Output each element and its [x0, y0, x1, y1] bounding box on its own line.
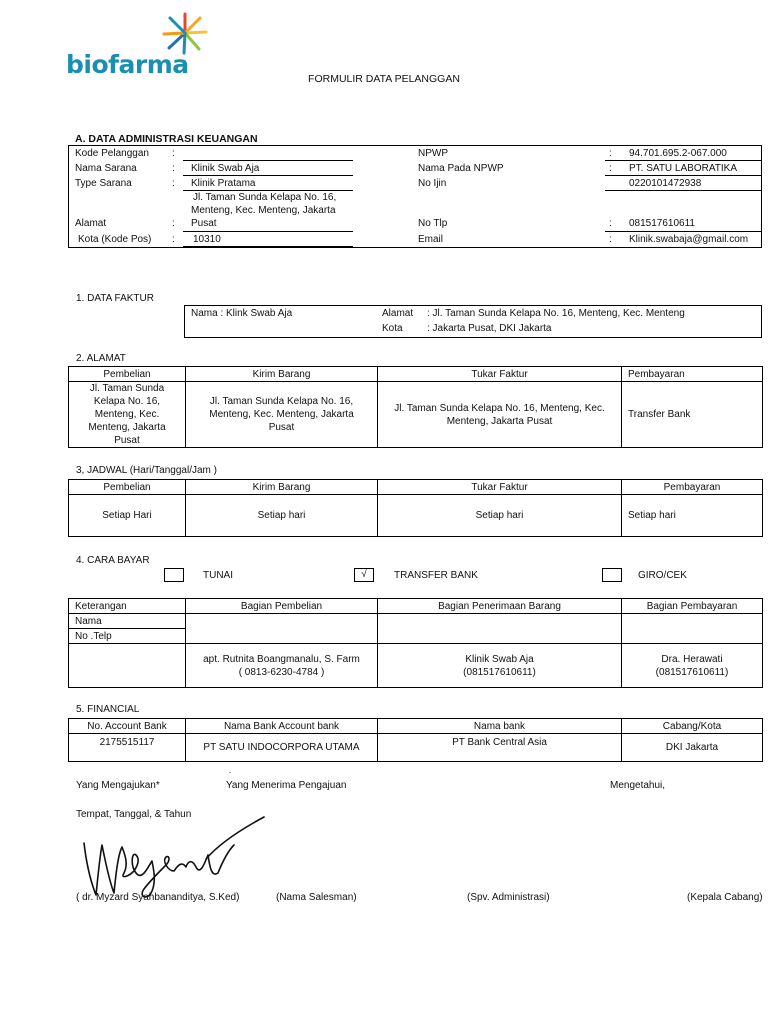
type-sarana-value: Klinik Pratama	[191, 178, 256, 189]
tunai-label: TUNAI	[203, 570, 233, 581]
colon: :	[172, 163, 175, 174]
row-label-telp: No .Telp	[69, 629, 186, 644]
npwp-label: NPWP	[418, 148, 448, 159]
colon: :	[172, 148, 175, 159]
alamat-tukar	[378, 382, 622, 448]
header-kirim-barang: Kirim Barang	[186, 367, 378, 382]
jadwal-table	[68, 479, 763, 537]
alamat-label: Alamat	[75, 218, 107, 229]
page-title: FORMULIR DATA PELANGGAN	[308, 73, 460, 85]
financial-heading: 5. FINANCIAL	[76, 704, 140, 715]
giro-cek-checkbox[interactable]	[602, 568, 622, 582]
alamat-pembayaran: Transfer Bank	[622, 382, 763, 448]
text-line: Jl. Taman Sunda Kelapa No. 16, Menteng, Kec.	[394, 402, 605, 414]
header-pembelian: Pembelian	[69, 480, 186, 495]
tempat-tanggal: Tempat, Tanggal, & Tahun	[76, 809, 192, 820]
logo-text: biofarma	[66, 50, 189, 79]
email-label: Email	[418, 234, 444, 245]
ijin-label: No Ijin	[418, 178, 447, 189]
text-line: Pusat	[268, 422, 295, 433]
text-line: Menteng, Kec.	[94, 409, 160, 420]
colon: :	[609, 148, 612, 159]
kota-value: 10310	[193, 234, 221, 245]
kode-label: Kode Pelanggan	[75, 148, 149, 159]
signature-spv: (Spv. Administrasi)	[467, 892, 550, 903]
faktur-alamat-value: : Jl. Taman Sunda Kelapa No. 16, Menteng, Kec. Menteng	[427, 308, 685, 319]
faktur-kota-value: : Jakarta Pusat, DKI Jakarta	[427, 323, 552, 334]
alamat-kirim	[186, 382, 378, 448]
contact-phone: (081517610611)	[655, 666, 729, 678]
nama-sarana-value: Klinik Swab Aja	[191, 163, 260, 174]
alamat-line-2: Menteng, Kec. Menteng, Jakarta	[191, 205, 336, 216]
contact-phone: (081517610611)	[463, 666, 536, 678]
empty-cell	[69, 644, 186, 688]
jadwal-pembelian: Setiap Hari	[69, 495, 186, 537]
ijin-value: 0220101472938	[629, 178, 702, 189]
kontak-table	[68, 598, 763, 688]
colon: :	[609, 218, 612, 229]
header-pembelian: Pembelian	[69, 367, 186, 382]
signature-applicant: ( dr. Myzard Syahbananditya, S.Ked)	[76, 892, 240, 903]
colon: :	[609, 163, 612, 174]
kontak-pembayaran	[622, 644, 763, 688]
giro-cek-label: GIRO/CEK	[638, 570, 687, 581]
section-a-heading: A. DATA ADMINISTRASI KEUANGAN	[75, 133, 258, 145]
yang-mengajukan: Yang Mengajukan*	[76, 780, 160, 791]
jadwal-heading: 3, JADWAL (Hari/Tanggal/Jam )	[76, 465, 217, 476]
faktur-kota-label: Kota	[382, 323, 403, 334]
contact-name: Dra. Herawati	[661, 653, 723, 665]
tlp-label: No Tlp	[418, 218, 448, 229]
npwp-value: 94.701.695.2-067.000	[629, 148, 727, 159]
alamat-heading: 2. ALAMAT	[76, 353, 126, 364]
kontak-pembelian	[186, 644, 378, 688]
faktur-alamat-label: Alamat	[382, 308, 414, 319]
header-bagian-penerimaan: Bagian Penerimaan Barang	[378, 599, 622, 614]
text-line: Menteng, Jakarta	[88, 422, 166, 433]
email-value: Klinik.swabaja@gmail.com	[629, 234, 749, 245]
bank-name: PT Bank Central Asia	[378, 734, 622, 762]
colon: :	[609, 234, 612, 245]
tlp-value: 081517610611	[629, 218, 695, 229]
type-sarana-label: Type Sarana	[75, 178, 132, 189]
transfer-bank-label: TRANSFER BANK	[394, 570, 478, 581]
faktur-heading: 1. DATA FAKTUR	[76, 293, 154, 304]
alamat-table	[68, 366, 763, 448]
nama-sarana-label: Nama Sarana	[75, 163, 137, 174]
empty-cell	[378, 614, 622, 644]
financial-table	[68, 718, 763, 762]
text-line: Kelapa No. 16,	[93, 396, 161, 407]
header-nama-bank: Nama bank	[378, 719, 622, 734]
branch-city: DKI Jakarta	[622, 734, 763, 762]
header-bagian-pembelian: Bagian Pembelian	[186, 599, 378, 614]
text-line: Jl. Taman Sunda Kelapa No. 16,	[209, 396, 354, 407]
alamat-line-1: Jl. Taman Sunda Kelapa No. 16,	[193, 192, 337, 203]
signature-kepala-cabang: (Kepala Cabang)	[687, 892, 763, 903]
account-number: 2175515117	[69, 734, 186, 762]
transfer-bank-checkbox[interactable]: √	[354, 568, 374, 582]
contact-phone: ( 0813-6230-4784 )	[238, 666, 325, 678]
header-kirim-barang: Kirim Barang	[186, 480, 378, 495]
mengetahui: Mengetahui,	[610, 780, 666, 791]
nama-npwp-value: PT. SATU LABORATIKA	[629, 163, 737, 174]
header-pembayaran: Pembayaran	[622, 480, 763, 495]
row-label-nama: Nama	[69, 614, 186, 629]
empty-cell	[186, 614, 378, 644]
contact-name: Klinik Swab Aja	[465, 653, 534, 665]
dot: .	[229, 766, 232, 775]
nama-npwp-label: Nama Pada NPWP	[418, 163, 504, 174]
header-tukar-faktur: Tukar Faktur	[378, 480, 622, 495]
alamat-pembelian	[69, 382, 186, 448]
text-line: Menteng, Kec. Menteng, Jakarta	[209, 409, 354, 420]
signature-salesman: (Nama Salesman)	[276, 892, 357, 903]
yang-menerima: Yang Menerima Pengajuan	[226, 780, 347, 791]
text-line: Pusat	[114, 435, 140, 446]
empty-cell	[622, 614, 763, 644]
header-tukar-faktur: Tukar Faktur	[378, 367, 622, 382]
faktur-nama: Nama : Klink Swab Aja	[191, 308, 293, 319]
alamat-line-3: Pusat	[191, 218, 217, 229]
tunai-checkbox[interactable]	[164, 568, 184, 582]
kontak-penerimaan	[378, 644, 622, 688]
kota-label: Kota (Kode Pos)	[78, 234, 152, 245]
header-nama-account: Nama Bank Account bank	[186, 719, 378, 734]
contact-name: apt. Rutnita Boangmanalu, S. Farm	[203, 653, 360, 665]
text-line: Menteng, Jakarta Pusat	[446, 415, 553, 427]
header-keterangan: Keterangan	[69, 599, 186, 614]
jadwal-tukar: Setiap hari	[378, 495, 622, 537]
jadwal-pembayaran: Setiap hari	[622, 495, 763, 537]
colon: :	[172, 218, 175, 229]
cara-bayar-heading: 4. CARA BAYAR	[76, 555, 150, 566]
text-line: Jl. Taman Sunda	[89, 383, 165, 394]
header-bagian-pembayaran: Bagian Pembayaran	[622, 599, 763, 614]
colon: :	[172, 234, 175, 245]
account-name: PT SATU INDOCORPORA UTAMA	[186, 734, 378, 762]
header-pembayaran: Pembayaran	[622, 367, 763, 382]
header-cabang: Cabang/Kota	[622, 719, 763, 734]
colon: :	[172, 178, 175, 189]
jadwal-kirim: Setiap hari	[186, 495, 378, 537]
header-no-account: No. Account Bank	[69, 719, 186, 734]
